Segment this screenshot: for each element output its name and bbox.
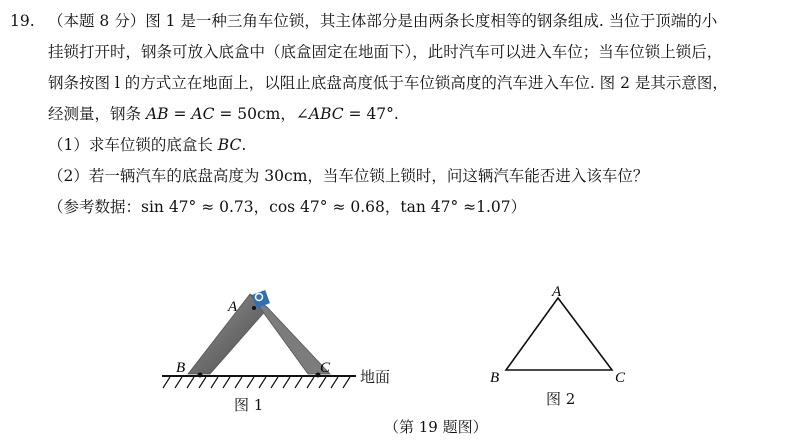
fig1-label-a: A xyxy=(228,299,238,315)
triangle-abc xyxy=(506,298,612,370)
problem-number: 19. xyxy=(10,12,35,30)
ground-hatching xyxy=(163,377,350,388)
figure-2-caption: 图 2 xyxy=(546,390,576,408)
problem-line-1: 19. （本题 8 分）图 1 是一种三角车位锁，其主体部分是由两条长度相等的钢条组成. 当位于顶端的小 xyxy=(10,6,790,37)
figure-1-caption: 图 1 xyxy=(234,396,264,414)
problem-line-3: 钢条按图 l 的方式立在地面上，以阻止底盘高度低于车位锁高度的汽车进入车位. 图 2 是其示意图， xyxy=(48,74,728,92)
ground-label: 地面 xyxy=(360,368,391,386)
fig2-label-b: B xyxy=(490,370,500,386)
question-1: （1）求车位锁的底盒长 BC. xyxy=(48,136,247,154)
fig1-label-c: C xyxy=(320,360,331,376)
fig2-label-c: C xyxy=(615,370,626,386)
problem-line-4: 经测量，钢条 AB = AC = 50cm，∠ABC = 47°. xyxy=(48,105,399,123)
figure-caption: （第 19 题图） xyxy=(384,418,488,436)
figure-2-triangle xyxy=(488,282,638,388)
question-2: （2）若一辆汽车的底盘高度为 30cm，当车位锁上锁时，问这辆汽车能否进入该车位？ xyxy=(48,167,649,185)
fig2-label-a: A xyxy=(552,284,562,300)
problem-text xyxy=(10,6,790,223)
reference-data: （参考数据：sin 47° ≈ 0.73，cos 47° ≈ 0.68，tan 47° ≈1.07） xyxy=(48,198,527,216)
problem-line-2: 挂锁打开时，钢条可放入底盒中（底盒固定在地面下），此时汽车可以进入车位；当车位锁上锁后， xyxy=(48,43,723,61)
fig1-label-b: B xyxy=(176,360,186,376)
